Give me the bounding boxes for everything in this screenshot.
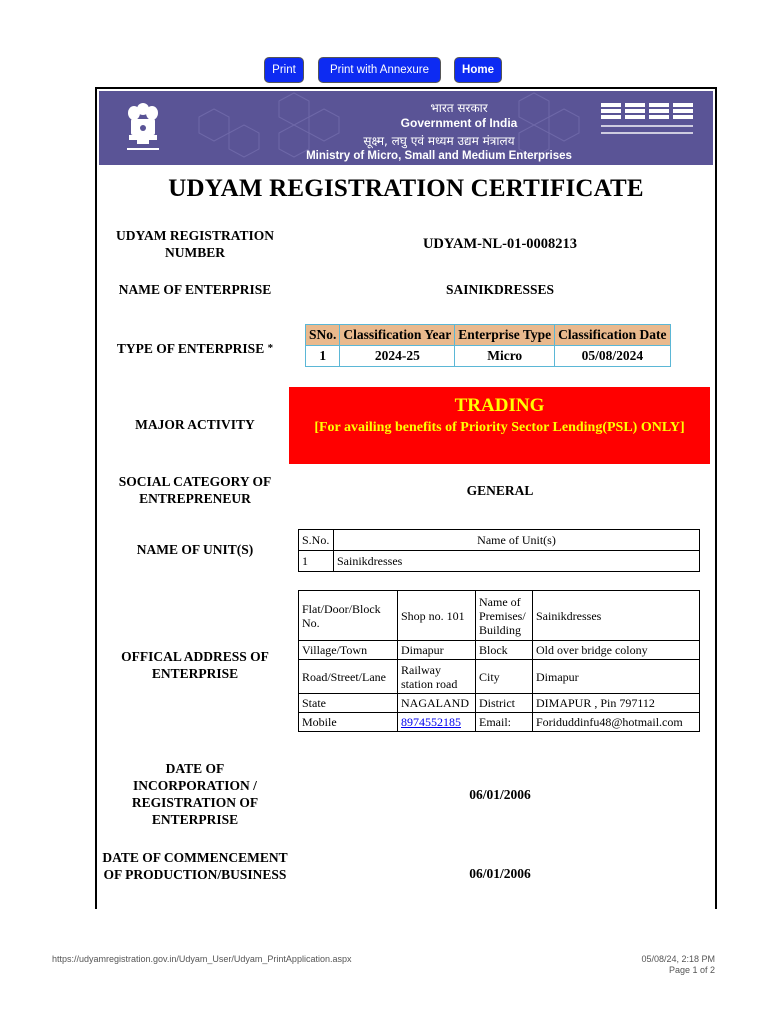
table-cell: 05/08/2024 [555, 346, 670, 367]
email-value: Foriduddinfu48@hotmail.com [533, 713, 700, 732]
table-cell: 2024-25 [340, 346, 455, 367]
commencement-value: 06/01/2006 [469, 866, 531, 881]
units-label: NAME OF UNIT(S) [136, 542, 254, 557]
mobile-label: Mobile [299, 713, 398, 732]
certificate-title: UDYAM REGISTRATION CERTIFICATE [168, 175, 644, 202]
home-button[interactable]: Home [455, 58, 501, 82]
table-header: Classification Date [555, 325, 670, 346]
table-row [299, 713, 700, 732]
ministry-banner [99, 91, 713, 165]
flat-value: Shop no. 101 [398, 591, 476, 641]
footer-datetime: 05/08/24, 2:18 PM [641, 954, 715, 964]
enterprise-name-label: NAME OF ENTERPRISE [118, 282, 272, 297]
ministry-english: Ministry of Micro, Small and Medium Enterprises [306, 150, 572, 162]
table-header-row [306, 325, 671, 346]
table-cell: 1 [306, 346, 340, 367]
flat-label: Flat/Door/Block No. [299, 591, 398, 641]
mobile-value [398, 713, 476, 732]
print-button[interactable]: Print [265, 58, 303, 82]
footer-page: Page 1 of 2 [668, 965, 715, 975]
table-header-row [299, 530, 700, 551]
enterprise-name-value: SAINIKDRESSES [445, 282, 555, 297]
incorporation-value: 06/01/2006 [469, 787, 531, 802]
table-header: S.No. [299, 530, 334, 551]
footer-right [641, 954, 715, 976]
table-header: SNo. [306, 325, 340, 346]
table-cell: Micro [455, 346, 555, 367]
state-label: State [299, 694, 398, 713]
address-label: OFFICAL ADDRESS OF ENTERPRISE [121, 649, 269, 681]
major-activity-value: TRADING [454, 395, 545, 416]
table-row [299, 551, 700, 572]
table-row [299, 591, 700, 641]
toolbar [0, 58, 768, 84]
premises-label: Name of Premises/ Building [476, 591, 533, 641]
enterprise-type-label-text: TYPE OF ENTERPRISE [116, 341, 265, 356]
government-english: Government of India [400, 116, 518, 130]
block-label: Block [476, 641, 533, 660]
major-activity-box [289, 387, 710, 464]
city-value: Dimapur [533, 660, 700, 694]
units-table [298, 529, 700, 572]
table-header: Enterprise Type [455, 325, 555, 346]
psl-note: [For availing benefits of Priority Sector Lending(PSL) ONLY] [314, 420, 685, 435]
road-label: Road/Street/Lane [299, 660, 398, 694]
email-label: Email: [476, 713, 533, 732]
commencement-label: DATE OF COMMENCEMENT OF PRODUCTION/BUSINESS [102, 850, 288, 882]
print-with-annexure-button[interactable]: Print with Annexure [319, 58, 440, 82]
city-label: City [476, 660, 533, 694]
table-cell: Sainikdresses [334, 551, 700, 572]
enterprise-type-table [305, 324, 671, 367]
footer-url: https://udyamregistration.gov.in/Udyam_User/Udyam_PrintApplication.aspx [52, 954, 352, 964]
social-category-value: GENERAL [466, 483, 534, 498]
village-value: Dimapur [398, 641, 476, 660]
village-label: Village/Town [299, 641, 398, 660]
reg-number-label: UDYAM REGISTRATION NUMBER [116, 228, 274, 260]
table-row [306, 346, 671, 367]
social-category-label: SOCIAL CATEGORY OF ENTREPRENEUR [118, 474, 272, 506]
table-row [299, 694, 700, 713]
table-row [299, 660, 700, 694]
msme-logo-icon [599, 99, 699, 143]
ministry-hindi: सूक्ष्म, लघु एवं मध्यम उद्यम मंत्रालय [363, 134, 515, 148]
table-cell: 1 [299, 551, 334, 572]
government-hindi: भारत सरकार [430, 101, 488, 115]
mobile-link[interactable]: 8974552185 [401, 715, 461, 729]
required-star: * [267, 342, 274, 354]
block-value: Old over bridge colony [533, 641, 700, 660]
premises-value: Sainikdresses [533, 591, 700, 641]
address-table [298, 590, 700, 732]
district-label: District [476, 694, 533, 713]
major-activity-label: MAJOR ACTIVITY [135, 417, 255, 432]
reg-number-value: UDYAM-NL-01-0008213 [422, 236, 578, 252]
road-value: Railway station road [398, 660, 476, 694]
table-header: Classification Year [340, 325, 455, 346]
national-emblem-icon [123, 99, 163, 155]
district-value: DIMAPUR , Pin 797112 [533, 694, 700, 713]
state-value: NAGALAND [398, 694, 476, 713]
table-header: Name of Unit(s) [334, 530, 700, 551]
table-row [299, 641, 700, 660]
incorporation-label: DATE OF INCORPORATION / REGISTRATION OF ENTERPRISE [131, 761, 259, 827]
enterprise-type-label [100, 340, 290, 357]
